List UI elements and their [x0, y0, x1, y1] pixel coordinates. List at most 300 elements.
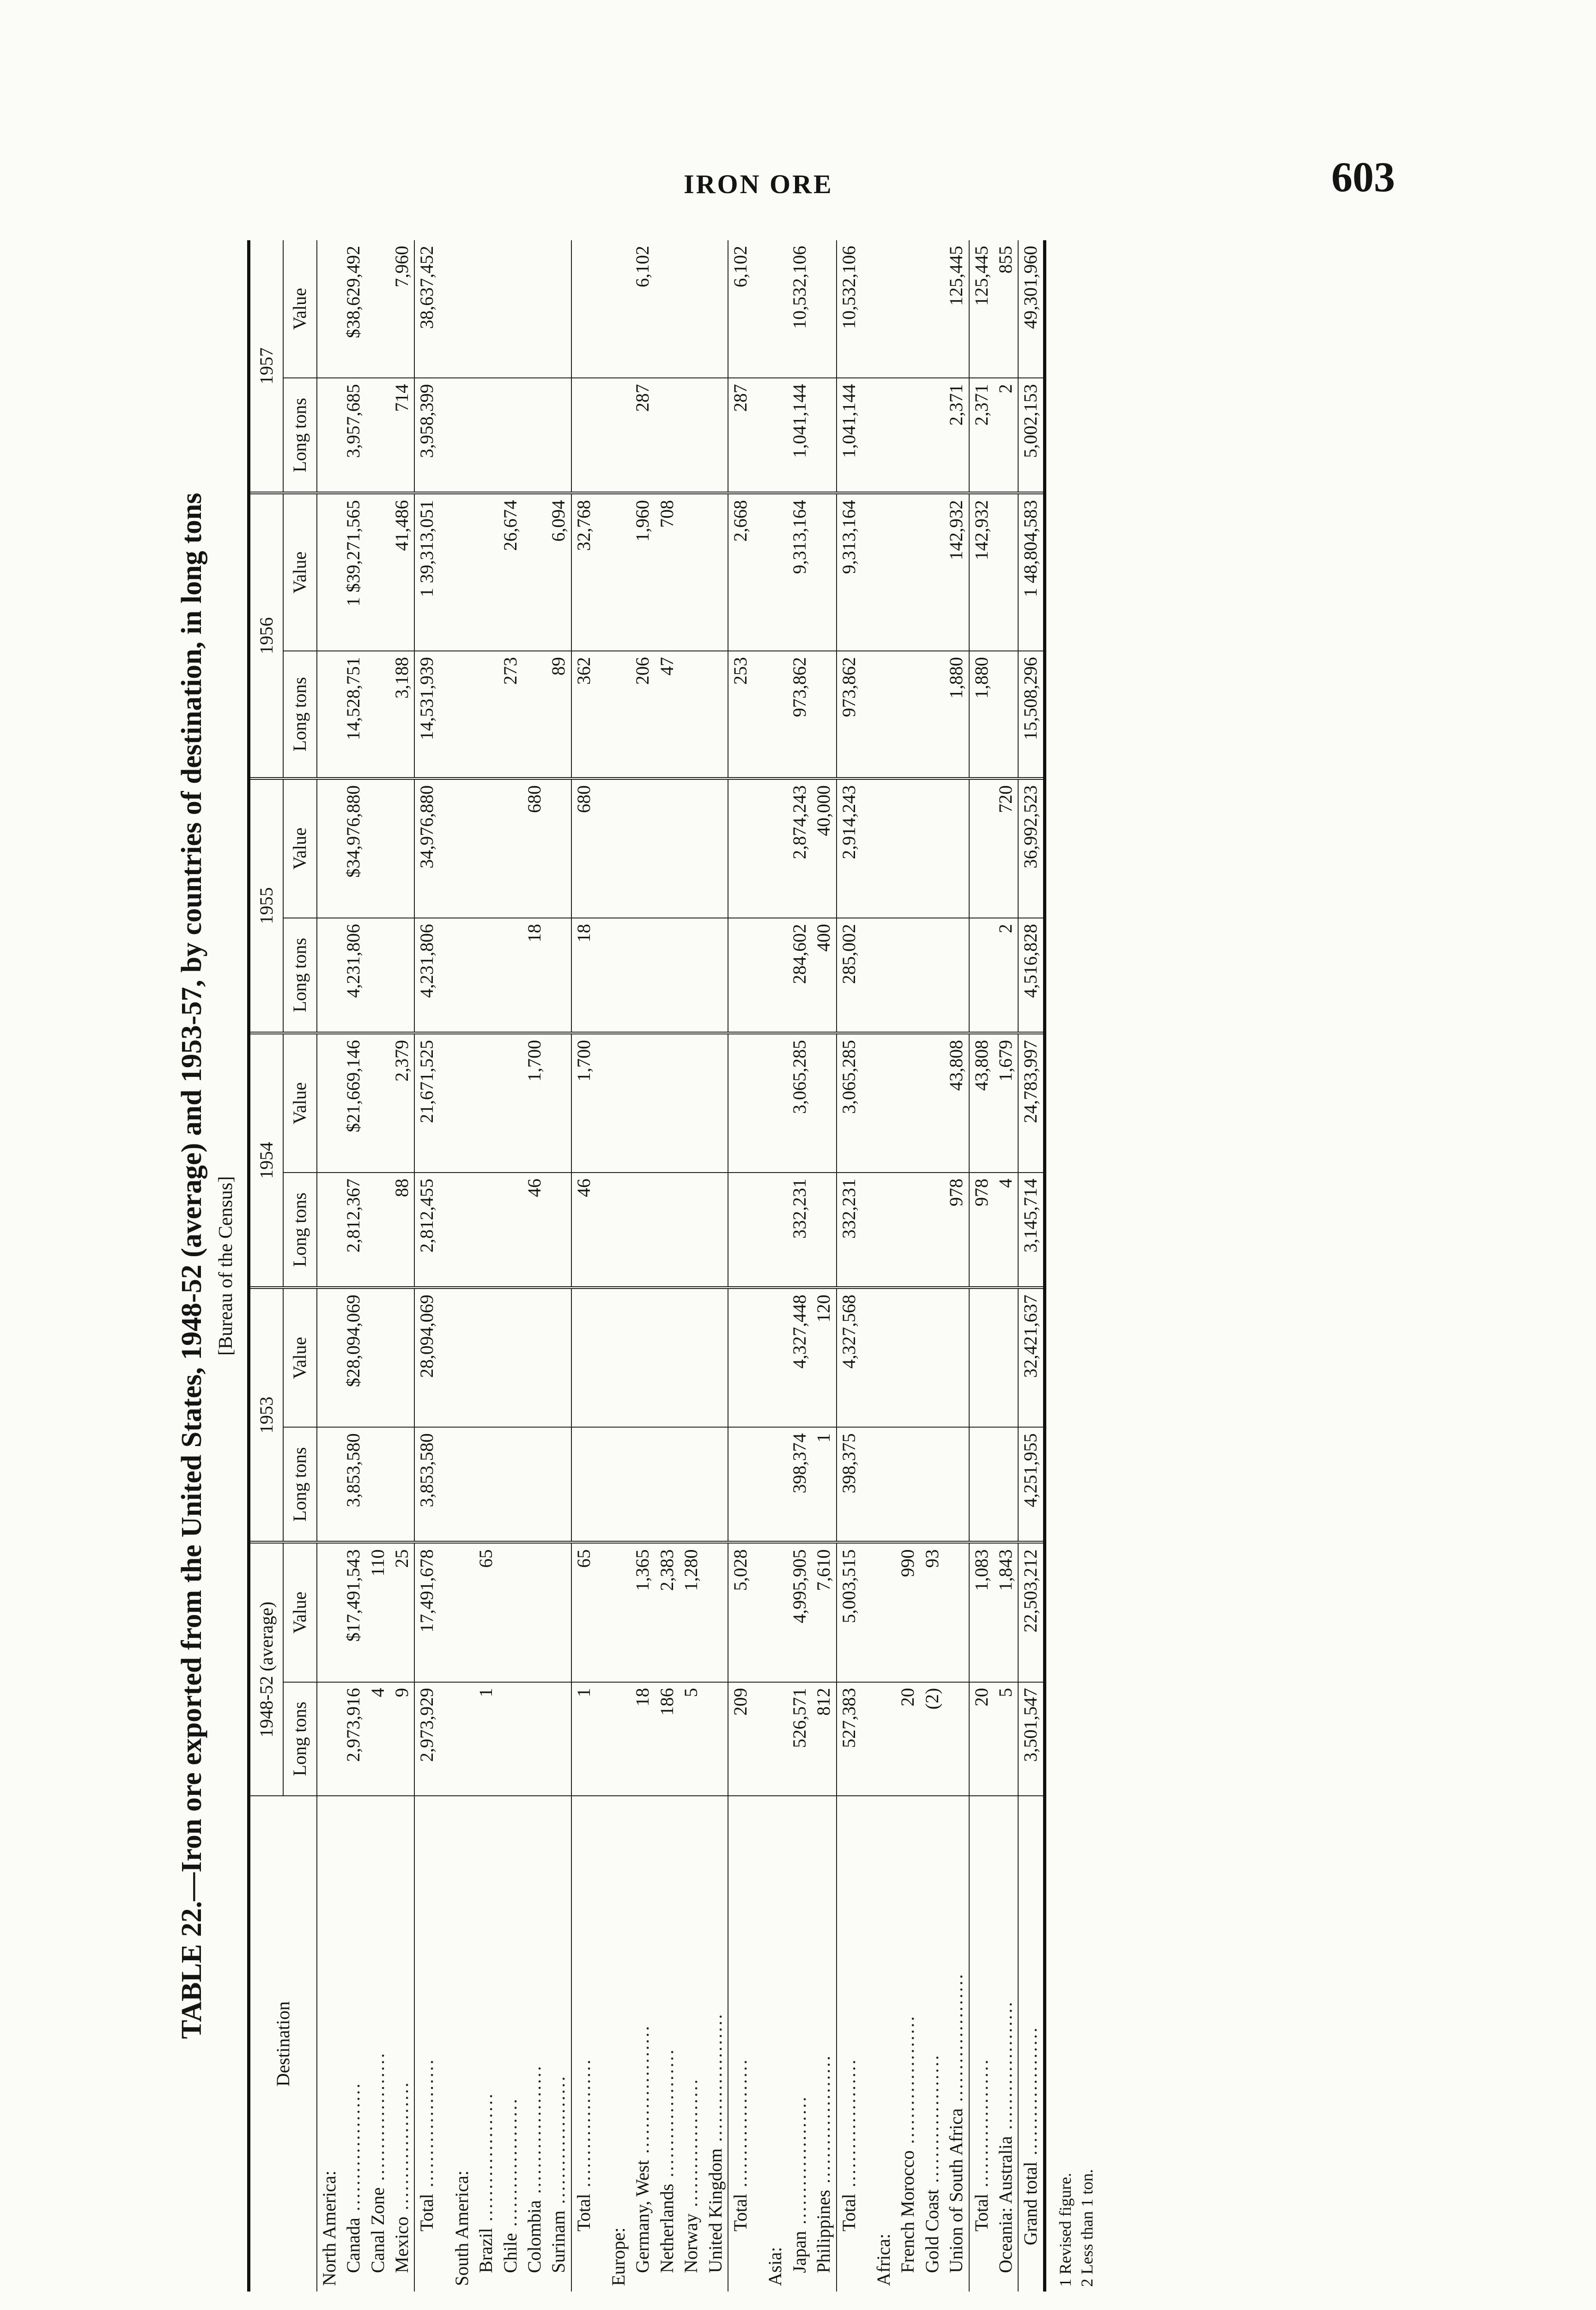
long-tons-cell: 1,880 — [969, 651, 994, 778]
long-tons-cell — [522, 1682, 546, 1796]
value-cell: 125,445 — [944, 240, 969, 378]
value-cell: $17,491,543 — [341, 1542, 365, 1682]
row-label — [728, 1796, 752, 2292]
long-tons-cell: 18 — [522, 918, 546, 1033]
table-row — [1018, 240, 1044, 2292]
value-cell: 3,065,285 — [788, 1033, 812, 1173]
value-cell: 120 — [812, 1288, 836, 1427]
long-tons-cell: 15,508,296 — [1018, 651, 1044, 778]
long-tons-cell — [994, 651, 1018, 778]
value-cell: 1,679 — [994, 1033, 1018, 1173]
row-label-text: Surinam — [548, 2210, 569, 2273]
row-label-text: Canada — [343, 2218, 364, 2273]
long-tons-cell — [812, 651, 836, 778]
year-header: 1956 — [249, 493, 284, 778]
footnotes — [1055, 240, 1098, 2292]
table-row — [596, 240, 631, 2292]
table-caption: TABLE 22.—Iron ore exported from the United States, 1948-52 (average) and 1953-57, by countries of destination, in long tons — [176, 492, 207, 2039]
long-tons-cell — [474, 651, 498, 778]
value-cell — [498, 1542, 522, 1682]
long-tons-cell — [704, 651, 728, 778]
long-tons-cell — [366, 378, 390, 493]
long-tons-cell — [861, 1427, 896, 1542]
long-tons-cell — [896, 651, 920, 778]
value-cell — [522, 1542, 546, 1682]
value-cell: 142,932 — [969, 493, 994, 651]
row-label-text: Mexico — [391, 2216, 412, 2273]
value-header: Value — [283, 240, 316, 378]
long-tons-cell — [317, 1427, 341, 1542]
long-tons-cell — [655, 918, 679, 1033]
value-cell — [704, 1033, 728, 1173]
value-cell — [812, 493, 836, 651]
value-cell — [631, 1033, 655, 1173]
value-cell: 41,486 — [390, 493, 414, 651]
row-label — [861, 1796, 896, 2292]
value-cell: 2,379 — [390, 1033, 414, 1173]
value-cell — [752, 778, 787, 918]
value-cell — [969, 778, 994, 918]
long-tons-cell — [679, 378, 703, 493]
long-tons-cell: 4,231,806 — [414, 918, 439, 1033]
table-row — [728, 240, 752, 2292]
long-tons-cell — [944, 918, 969, 1033]
long-tons-cell — [752, 378, 787, 493]
long-tons-cell — [317, 651, 341, 778]
table-row — [920, 240, 944, 2292]
leader-dots: .................... — [416, 2058, 437, 2194]
row-label — [390, 1796, 414, 2292]
year-header: 1948-52 (average) — [249, 1542, 284, 1796]
row-label-text: Brazil — [475, 2228, 497, 2273]
value-cell — [752, 1542, 787, 1682]
value-cell: 5,003,515 — [837, 1542, 861, 1682]
long-tons-cell: 973,862 — [788, 651, 812, 778]
row-label-text: Oceania: Australia — [995, 2136, 1016, 2273]
running-head: IRON ORE — [684, 169, 833, 199]
value-cell — [474, 1033, 498, 1173]
long-tons-cell — [366, 918, 390, 1033]
long-tons-cell — [655, 1427, 679, 1542]
long-tons-cell — [546, 1173, 571, 1288]
long-tons-cell: 398,375 — [837, 1427, 861, 1542]
value-cell: 142,932 — [944, 493, 969, 651]
value-cell — [596, 1033, 631, 1173]
value-cell — [546, 240, 571, 378]
leader-dots: .................... — [897, 2014, 918, 2151]
long-tons-cell — [498, 918, 522, 1033]
long-tons-cell — [546, 1427, 571, 1542]
long-tons-cell — [631, 918, 655, 1033]
long-tons-cell: 287 — [728, 378, 752, 493]
value-cell — [546, 778, 571, 918]
row-label — [896, 1796, 920, 2292]
value-cell — [498, 240, 522, 378]
long-tons-cell: 3,853,580 — [341, 1427, 365, 1542]
row-label — [920, 1796, 944, 2292]
value-cell — [920, 778, 944, 918]
long-tons-cell: 4 — [366, 1682, 390, 1796]
leader-dots: .................... — [391, 2080, 412, 2217]
value-cell — [812, 240, 836, 378]
value-cell — [944, 778, 969, 918]
value-cell: 26,674 — [498, 493, 522, 651]
row-label-text: Netherlands — [656, 2183, 677, 2273]
value-cell — [655, 1288, 679, 1427]
value-cell — [366, 240, 390, 378]
long-tons-cell — [439, 1427, 474, 1542]
value-cell — [861, 240, 896, 378]
table-row — [522, 240, 546, 2292]
table-row — [631, 240, 655, 2292]
value-cell — [752, 1288, 787, 1427]
value-cell — [317, 1288, 341, 1427]
year-header: 1957 — [249, 240, 284, 493]
long-tons-cell — [439, 1173, 474, 1288]
value-cell — [439, 1033, 474, 1173]
value-cell: 1 39,313,051 — [414, 493, 439, 651]
value-cell: 990 — [896, 1542, 920, 1682]
long-tons-cell — [390, 918, 414, 1033]
value-cell — [317, 1542, 341, 1682]
long-tons-cell — [546, 378, 571, 493]
table-row — [837, 240, 861, 2292]
long-tons-cell — [498, 1427, 522, 1542]
value-cell: 708 — [655, 493, 679, 651]
long-tons-cell: 527,383 — [837, 1682, 861, 1796]
long-tons-cell: 20 — [896, 1682, 920, 1796]
table-row — [317, 240, 341, 2292]
long-tons-cell — [728, 1173, 752, 1288]
long-tons-cell — [596, 378, 631, 493]
value-cell: 125,445 — [969, 240, 994, 378]
table-row — [704, 240, 728, 2292]
leader-dots: .................... — [656, 2048, 677, 2184]
value-cell — [704, 778, 728, 918]
long-tons-cell — [317, 1682, 341, 1796]
leader-dots: .................... — [499, 2097, 521, 2233]
leader-dots: .................... — [367, 2051, 388, 2188]
row-label-text: Japan — [789, 2231, 810, 2273]
long-tons-cell: 1,041,144 — [837, 378, 861, 493]
long-tons-header: Long tons — [283, 1427, 316, 1542]
long-tons-cell: 400 — [812, 918, 836, 1033]
value-cell: 6,102 — [631, 240, 655, 378]
long-tons-cell — [546, 918, 571, 1033]
value-cell — [679, 493, 703, 651]
long-tons-cell — [317, 378, 341, 493]
row-label-text: Total — [838, 2194, 859, 2231]
long-tons-cell — [679, 651, 703, 778]
leader-dots: .................... — [523, 2064, 545, 2201]
value-cell: $28,094,069 — [341, 1288, 365, 1427]
long-tons-cell — [390, 1427, 414, 1542]
row-label — [596, 1796, 631, 2292]
value-cell: 680 — [522, 778, 546, 918]
long-tons-cell — [366, 651, 390, 778]
value-cell — [317, 493, 341, 651]
value-cell — [728, 1288, 752, 1427]
table-row — [812, 240, 836, 2292]
row-label — [812, 1796, 836, 2292]
row-label-text: Gold Coast — [921, 2189, 942, 2273]
value-cell — [317, 1033, 341, 1173]
long-tons-cell — [728, 918, 752, 1033]
long-tons-cell: 2,812,455 — [414, 1173, 439, 1288]
value-cell: 680 — [571, 778, 596, 918]
table-row — [366, 240, 390, 2292]
long-tons-cell — [571, 1427, 596, 1542]
value-cell — [546, 1288, 571, 1427]
long-tons-cell — [994, 1427, 1018, 1542]
value-cell — [439, 240, 474, 378]
value-cell — [631, 778, 655, 918]
value-cell: $21,669,146 — [341, 1033, 365, 1173]
value-cell — [439, 778, 474, 918]
value-cell — [546, 1542, 571, 1682]
row-label — [546, 1796, 571, 2292]
table-row — [571, 240, 596, 2292]
leader-dots: .................... — [921, 2053, 942, 2189]
table-row — [752, 240, 787, 2292]
long-tons-cell: 2,973,929 — [414, 1682, 439, 1796]
value-cell — [439, 1542, 474, 1682]
row-label — [837, 1796, 861, 2292]
value-cell — [655, 1033, 679, 1173]
value-cell: 7,960 — [390, 240, 414, 378]
row-label — [341, 1796, 365, 2292]
long-tons-cell: 9 — [390, 1682, 414, 1796]
long-tons-cell: 978 — [969, 1173, 994, 1288]
leader-dots: .................... — [789, 2095, 810, 2231]
rotated-table-block — [166, 240, 1377, 2292]
value-cell: 22,503,212 — [1018, 1542, 1044, 1682]
leader-dots: .................... — [343, 2082, 364, 2218]
value-cell — [728, 778, 752, 918]
value-cell — [896, 240, 920, 378]
value-cell — [704, 240, 728, 378]
row-label — [994, 1796, 1018, 2292]
table-row — [498, 240, 522, 2292]
value-cell: 1,083 — [969, 1542, 994, 1682]
long-tons-cell: 1,041,144 — [788, 378, 812, 493]
value-cell — [498, 1033, 522, 1173]
destination-header: Destination — [249, 1796, 317, 2292]
value-cell: 2,914,243 — [837, 778, 861, 918]
long-tons-cell — [679, 1427, 703, 1542]
leader-dots: .................... — [632, 2024, 653, 2160]
value-cell: 28,094,069 — [414, 1288, 439, 1427]
value-cell: 1,365 — [631, 1542, 655, 1682]
long-tons-cell: 285,002 — [837, 918, 861, 1033]
long-tons-cell — [631, 1173, 655, 1288]
long-tons-cell — [896, 918, 920, 1033]
leader-dots: .................... — [573, 2058, 594, 2194]
row-label-text: Colombia — [523, 2200, 545, 2273]
long-tons-cell: 46 — [522, 1173, 546, 1288]
long-tons-cell — [439, 918, 474, 1033]
value-cell: $38,629,492 — [341, 240, 365, 378]
long-tons-cell: 253 — [728, 651, 752, 778]
long-tons-cell — [944, 1427, 969, 1542]
long-tons-cell — [704, 378, 728, 493]
value-cell — [631, 1288, 655, 1427]
value-cell: 1,700 — [571, 1033, 596, 1173]
value-cell: 7,610 — [812, 1542, 836, 1682]
long-tons-cell — [366, 1427, 390, 1542]
value-cell: 49,301,960 — [1018, 240, 1044, 378]
long-tons-cell — [704, 1427, 728, 1542]
long-tons-cell — [596, 918, 631, 1033]
long-tons-cell: 206 — [631, 651, 655, 778]
long-tons-cell — [596, 1427, 631, 1542]
value-cell: 25 — [390, 1542, 414, 1682]
long-tons-cell — [596, 651, 631, 778]
value-cell: 4,327,568 — [837, 1288, 861, 1427]
table-row — [679, 240, 703, 2292]
row-label-text: Canal Zone — [367, 2187, 388, 2273]
value-cell: 65 — [571, 1542, 596, 1682]
value-cell: 21,671,525 — [414, 1033, 439, 1173]
leader-dots: .................... — [813, 2054, 834, 2190]
long-tons-cell: 362 — [571, 651, 596, 778]
long-tons-cell — [596, 1173, 631, 1288]
value-cell: 36,992,523 — [1018, 778, 1044, 918]
value-cell: 1 $39,271,565 — [341, 493, 365, 651]
row-label — [969, 1796, 994, 2292]
value-cell: 65 — [474, 1542, 498, 1682]
long-tons-cell: 332,231 — [788, 1173, 812, 1288]
long-tons-header: Long tons — [283, 378, 316, 493]
long-tons-cell — [679, 918, 703, 1033]
leader-dots: .................... — [730, 2058, 751, 2194]
value-cell — [752, 493, 787, 651]
long-tons-cell — [317, 918, 341, 1033]
value-cell — [571, 1288, 596, 1427]
value-cell: 32,421,637 — [1018, 1288, 1044, 1427]
value-cell — [596, 778, 631, 918]
value-cell — [596, 493, 631, 651]
long-tons-cell: 3,145,714 — [1018, 1173, 1044, 1288]
long-tons-cell — [498, 1682, 522, 1796]
long-tons-cell — [546, 1682, 571, 1796]
long-tons-cell: 2 — [994, 378, 1018, 493]
leader-dots: .................... — [995, 2000, 1016, 2136]
long-tons-cell: 186 — [655, 1682, 679, 1796]
long-tons-cell: 1,880 — [944, 651, 969, 778]
long-tons-cell — [728, 1427, 752, 1542]
value-cell — [994, 493, 1018, 651]
long-tons-cell — [896, 1427, 920, 1542]
value-cell: 32,768 — [571, 493, 596, 651]
long-tons-cell — [920, 1427, 944, 1542]
long-tons-cell — [522, 1427, 546, 1542]
long-tons-cell: 3,957,685 — [341, 378, 365, 493]
long-tons-cell: 2,812,367 — [341, 1173, 365, 1288]
table-row — [655, 240, 679, 2292]
long-tons-cell — [969, 918, 994, 1033]
value-cell — [474, 1288, 498, 1427]
long-tons-header: Long tons — [283, 918, 316, 1033]
value-header: Value — [283, 1288, 316, 1427]
row-label — [944, 1796, 969, 2292]
row-label-text: Europe: — [608, 2227, 629, 2286]
value-cell — [861, 1288, 896, 1427]
value-cell — [969, 1288, 994, 1427]
long-tons-cell — [439, 378, 474, 493]
long-tons-cell — [861, 918, 896, 1033]
value-cell: 720 — [994, 778, 1018, 918]
export-table — [247, 240, 1046, 2292]
value-cell: 1,700 — [522, 1033, 546, 1173]
value-cell: 40,000 — [812, 778, 836, 918]
leader-dots: .................... — [704, 2012, 726, 2149]
row-label — [631, 1796, 655, 2292]
footnote: 1 Revised figure. — [1056, 2173, 1074, 2287]
row-label-text: North America: — [318, 2170, 340, 2286]
value-cell — [728, 1033, 752, 1173]
row-label-text: Grand total — [1020, 2161, 1041, 2245]
row-label-text: Chile — [499, 2233, 521, 2273]
value-cell: 4,995,905 — [788, 1542, 812, 1682]
value-cell: 1,280 — [679, 1542, 703, 1682]
long-tons-cell: 5 — [679, 1682, 703, 1796]
table-row — [896, 240, 920, 2292]
row-label-text: Philippines — [813, 2189, 834, 2273]
long-tons-cell — [655, 1173, 679, 1288]
value-cell — [679, 1033, 703, 1173]
long-tons-cell: 273 — [498, 651, 522, 778]
value-cell: 2,874,243 — [788, 778, 812, 918]
row-label-text: Total — [573, 2194, 594, 2231]
value-cell — [679, 778, 703, 918]
value-cell — [679, 240, 703, 378]
value-cell: 34,976,880 — [414, 778, 439, 918]
year-header: 1953 — [249, 1288, 284, 1542]
long-tons-cell: 88 — [390, 1173, 414, 1288]
long-tons-cell — [474, 1427, 498, 1542]
row-label-text: South America: — [451, 2170, 472, 2286]
long-tons-cell: 5 — [994, 1682, 1018, 1796]
leader-dots: .................... — [548, 2074, 569, 2211]
row-label — [655, 1796, 679, 2292]
long-tons-cell — [631, 1427, 655, 1542]
row-label-text: Norway — [680, 2213, 702, 2273]
value-cell: 17,491,678 — [414, 1542, 439, 1682]
value-cell — [861, 493, 896, 651]
value-cell — [366, 778, 390, 918]
table-row — [788, 240, 812, 2292]
long-tons-cell — [571, 378, 596, 493]
row-label-text: Total — [416, 2194, 437, 2231]
table-row — [390, 240, 414, 2292]
long-tons-cell: 3,853,580 — [414, 1427, 439, 1542]
long-tons-cell: 47 — [655, 651, 679, 778]
table-row — [994, 240, 1018, 2292]
long-tons-cell: 3,501,547 — [1018, 1682, 1044, 1796]
table-row — [861, 240, 896, 2292]
long-tons-cell: 2,973,916 — [341, 1682, 365, 1796]
value-cell — [861, 1033, 896, 1173]
value-cell: 9,313,164 — [788, 493, 812, 651]
long-tons-cell: 284,602 — [788, 918, 812, 1033]
long-tons-cell — [812, 378, 836, 493]
table-source: [Bureau of the Census] — [215, 1176, 237, 1356]
long-tons-cell: 4 — [994, 1173, 1018, 1288]
value-cell — [920, 240, 944, 378]
value-cell — [896, 778, 920, 918]
value-cell: 43,808 — [969, 1033, 994, 1173]
